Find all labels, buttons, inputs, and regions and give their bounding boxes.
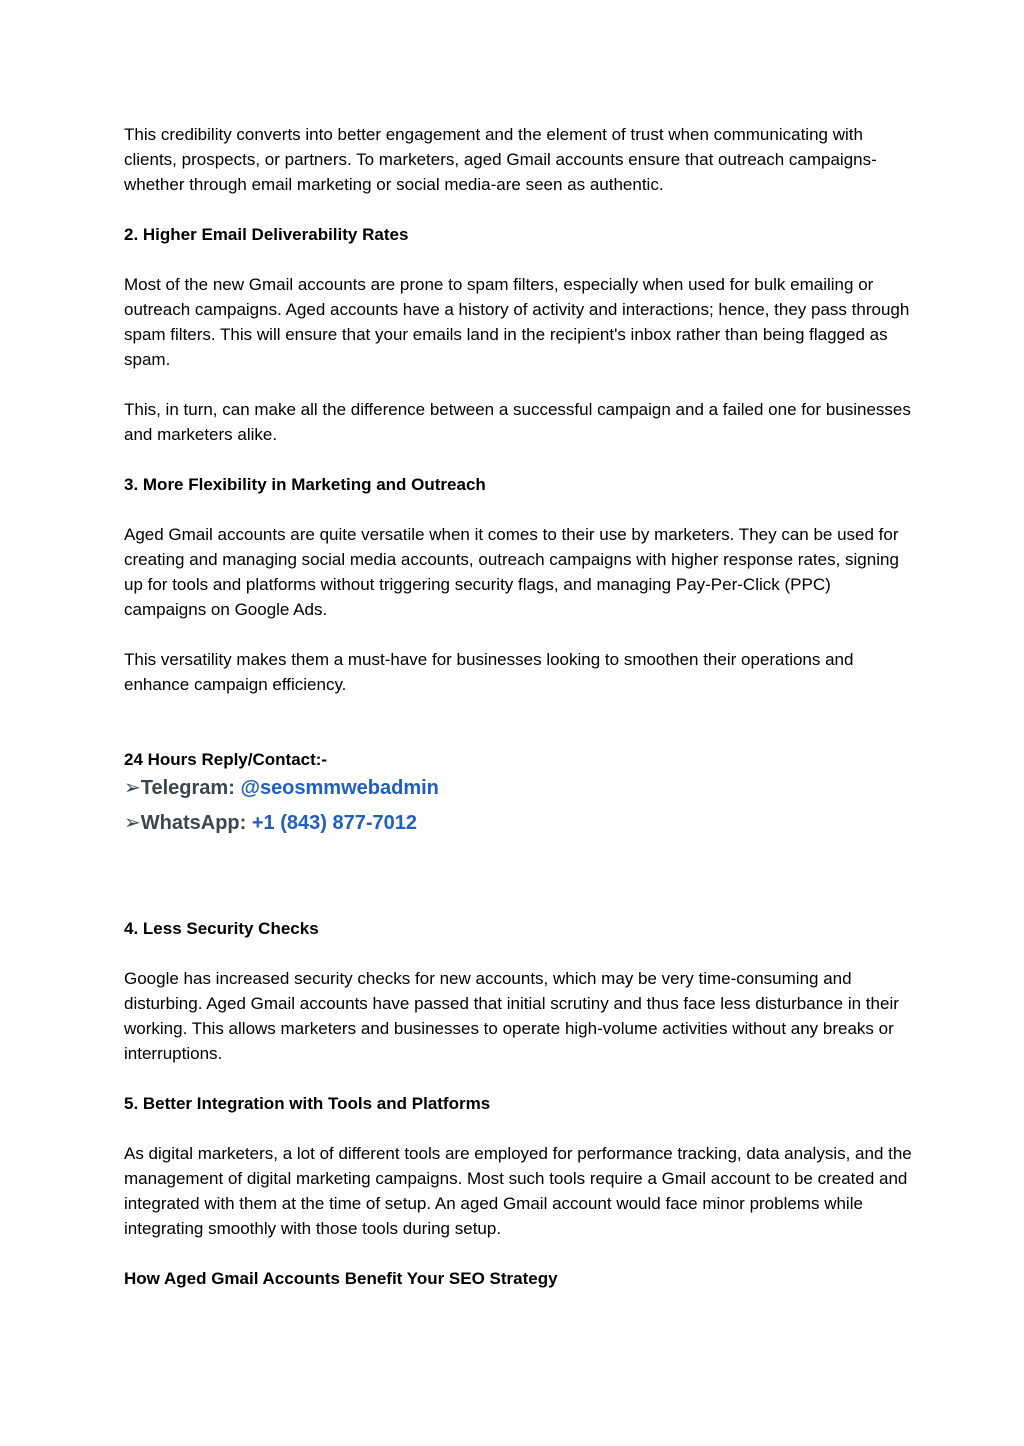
whatsapp-label: WhatsApp: — [140, 812, 252, 834]
section-5-heading: 5. Better Integration with Tools and Platforms — [124, 1094, 491, 1113]
arrow-icon: ➢ — [124, 775, 141, 799]
whatsapp-link[interactable]: +1 (843) 877-7012 — [251, 812, 417, 834]
intro-paragraph: This credibility converts into better engagement and the element of trust when communicating with clients, prospects, or partners. To marketers, aged Gmail accounts ensure that outreach campaigns-whether through email marketing or social media-are seen as authentic. — [124, 125, 877, 194]
section-3-paragraph-1: Aged Gmail accounts are quite versatile when it comes to their use by marketers. They can be used for creating and managing social media accounts, outreach campaigns with higher response rates, signing up for tools and platforms without triggering security flags, and managing Pay-Per-Click (PPC) campaigns on Google Ads. — [124, 525, 899, 619]
section-5-paragraph-1: As digital marketers, a lot of different tools are employed for performance tracking, data analysis, and the management of digital marketing campaigns. Most such tools require a Gmail account to be created and integrated with them at the time of setup. An aged Gmail account would face minor problems while integrating smoothly with those tools during setup. — [124, 1144, 912, 1238]
telegram-line — [124, 770, 914, 805]
section-2-heading: 2. Higher Email Deliverability Rates — [124, 225, 409, 244]
whatsapp-line — [124, 805, 914, 840]
telegram-link[interactable]: @seosmmwebadmin — [240, 777, 439, 799]
contact-block — [124, 747, 914, 840]
section-2-paragraph-1: Most of the new Gmail accounts are prone to spam filters, especially when used for bulk emailing or outreach campaigns. Aged accounts have a history of activity and interactions; hence, they pass through spam filters. This will ensure that your emails land in the recipient's inbox rather than being flagged as spam. — [124, 275, 910, 369]
section-2-paragraph-2: This, in turn, can make all the difference between a successful campaign and a failed one for businesses and marketers alike. — [124, 400, 911, 444]
section-3-heading: 3. More Flexibility in Marketing and Outreach — [124, 475, 486, 494]
document-page — [124, 122, 914, 1291]
telegram-label: Telegram: — [140, 777, 241, 799]
contact-heading: 24 Hours Reply/Contact:- — [124, 750, 328, 769]
section-3-paragraph-2: This versatility makes them a must-have for businesses looking to smoothen their operations and enhance campaign efficiency. — [124, 650, 854, 694]
seo-heading: How Aged Gmail Accounts Benefit Your SEO Strategy — [124, 1269, 558, 1288]
arrow-icon: ➢ — [124, 810, 141, 834]
section-4-heading: 4. Less Security Checks — [124, 919, 319, 938]
section-4-paragraph-1: Google has increased security checks for new accounts, which may be very time-consuming and disturbing. Aged Gmail accounts have passed that initial scrutiny and thus face less disturbance in their working. This allows marketers and businesses to operate high-volume activities without any breaks or interruptions. — [124, 969, 899, 1063]
